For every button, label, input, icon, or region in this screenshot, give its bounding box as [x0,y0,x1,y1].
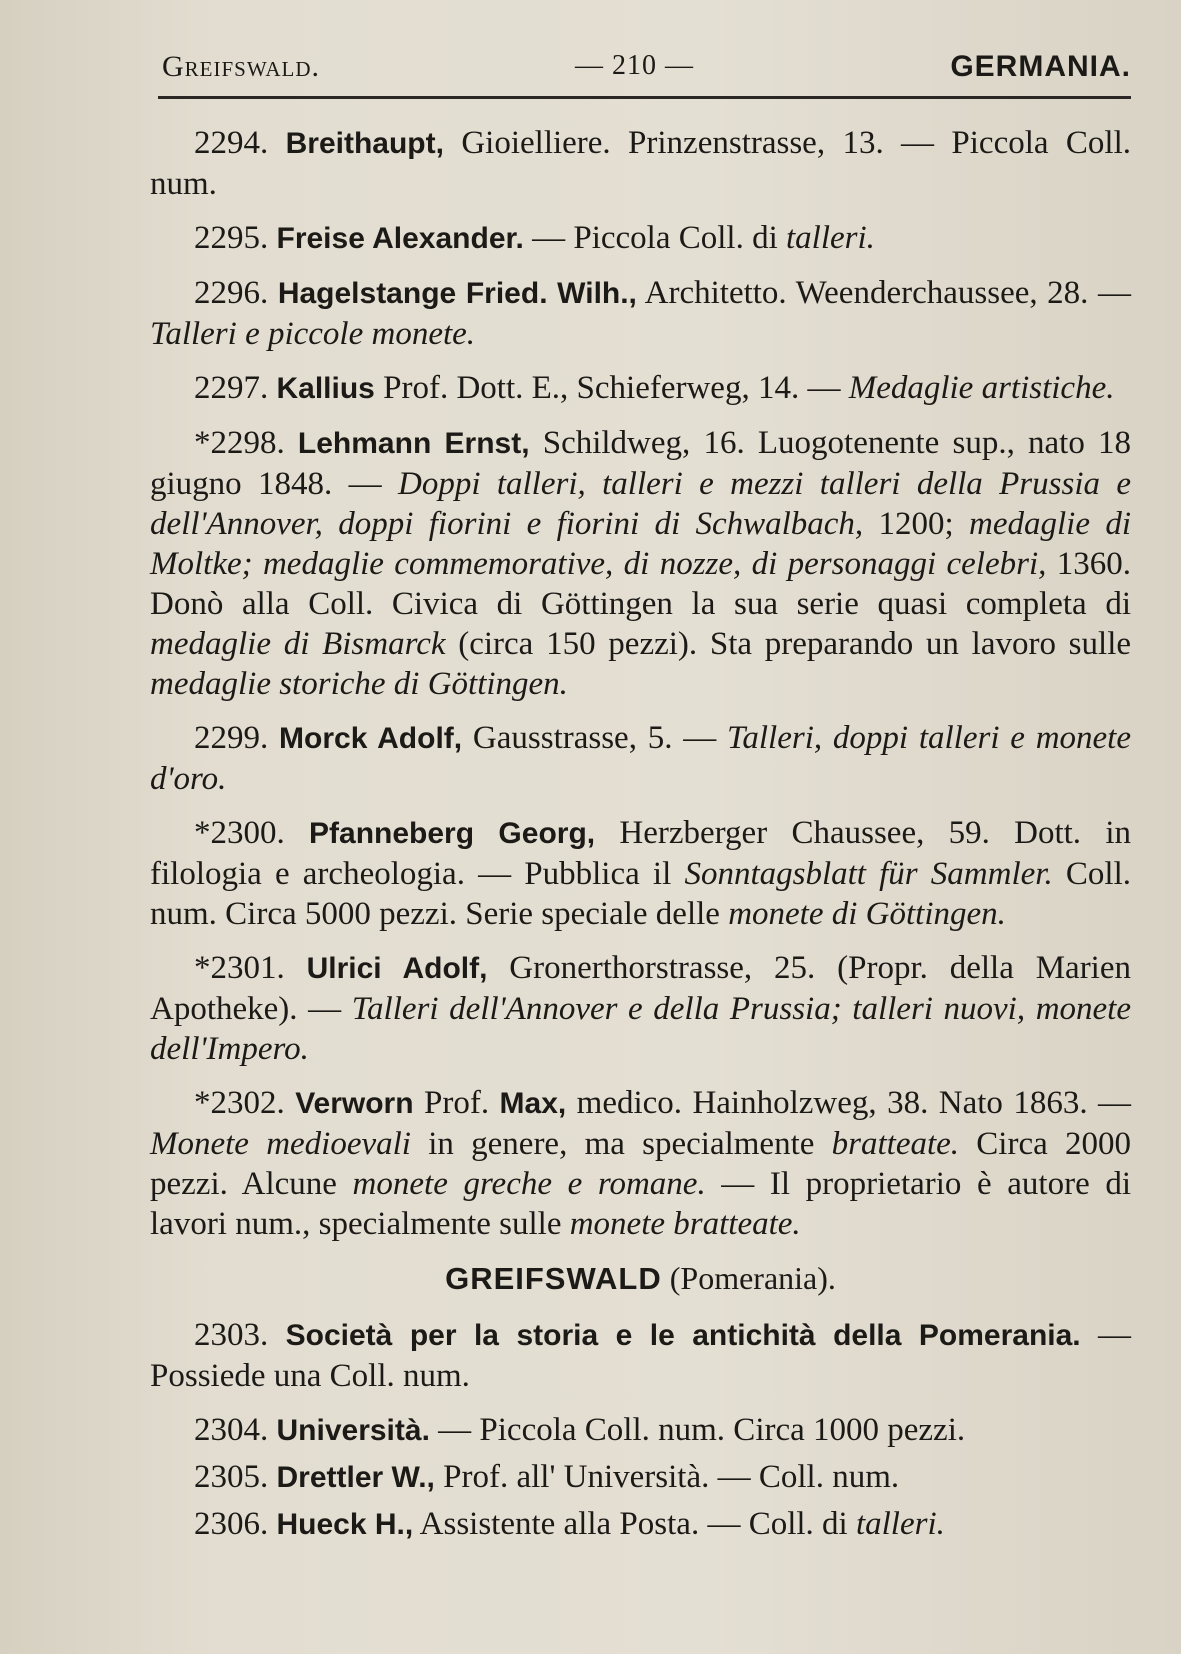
entry-2300: *2300. Pfanneberg Georg, Herzberger Chaussee, 59. Dott. in filologia e archeologia. — Pubblica il Sonntagsblatt für Sammler. Coll. num. Circa 5000 pezzi. Serie speciale delle monete di Göttingen. [150,815,1132,932]
page-number: — 210 — [575,50,694,81]
header-left-title: Greifswald. [162,50,321,83]
entry-2298: *2298. Lehmann Ernst, Schildweg, 16. Luogotenente sup., nato 18 giugno 1848. — Doppi talleri, talleri e mezzi talleri della Prussia e dell'Annover, doppi fiorini e fiorini di Schwalbach, 1200; medaglie di Moltke; medaglie commemorative, di nozze, di personaggi celebri, 1360. Donò alla Coll. Civica di Göttingen la sua serie quasi completa di medaglie di Bismarck (circa 150 pezzi). Sta preparando un lavoro sulle medaglie storiche di Göttingen. [150,425,1132,702]
entry-2306: 2306. Hueck H., Assistente alla Posta. — Coll. di talleri. [194,1506,945,1542]
entry-2299: 2299. Morck Adolf, Gausstrasse, 5. — Talleri, doppi talleri e monete d'oro. [150,720,1132,797]
running-header [150,38,1131,88]
entry-2304: 2304. Università. — Piccola Coll. num. Circa 1000 pezzi. [194,1412,966,1448]
entry-2303: 2303. Società per la storia e le antichità della Pomerania. — Possiede una Coll. num. [150,1317,1132,1394]
page-body [150,123,1131,1545]
entry-2302: *2302. Verworn Prof. Max, medico. Hainholzweg, 38. Nato 1863. — Monete medioevali in genere, ma specialmente bratteate. Circa 2000 pezzi. Alcune monete greche e romane. — Il proprietario è autore di lavori num., specialmente sulle monete bratteate. [150,1085,1132,1242]
entry-2296: 2296. Hagelstange Fried. Wilh., Architetto. Weenderchaussee, 28. — Talleri e piccole monete. [150,275,1131,352]
entry-2301: *2301. Ulrici Adolf, Gronerthorstrasse, 25. (Propr. della Marien Apotheke). — Talleri dell'Annover e della Prussia; talleri nuovi, monete dell'Impero. [150,950,1131,1067]
header-right-title: GERMANIA. [950,50,1131,83]
entry-2297: 2297. Kallius Prof. Dott. E., Schieferweg, 14. — Medaglie artistiche. [194,370,1115,406]
section-title: GREIFSWALD [445,1261,662,1296]
entry-2294: 2294. Breithaupt, Gioielliere. Prinzenstrasse, 13. — Piccola Coll. num. [150,125,1132,202]
entry-2305: 2305. Drettler W., Prof. all' Università. — Coll. num. [194,1459,900,1495]
entry-2295: 2295. Freise Alexander. — Piccola Coll. di talleri. [194,220,875,256]
header-rule [158,96,1131,99]
section-heading [150,1258,1131,1299]
section-subtitle: (Pomerania). [661,1260,836,1296]
